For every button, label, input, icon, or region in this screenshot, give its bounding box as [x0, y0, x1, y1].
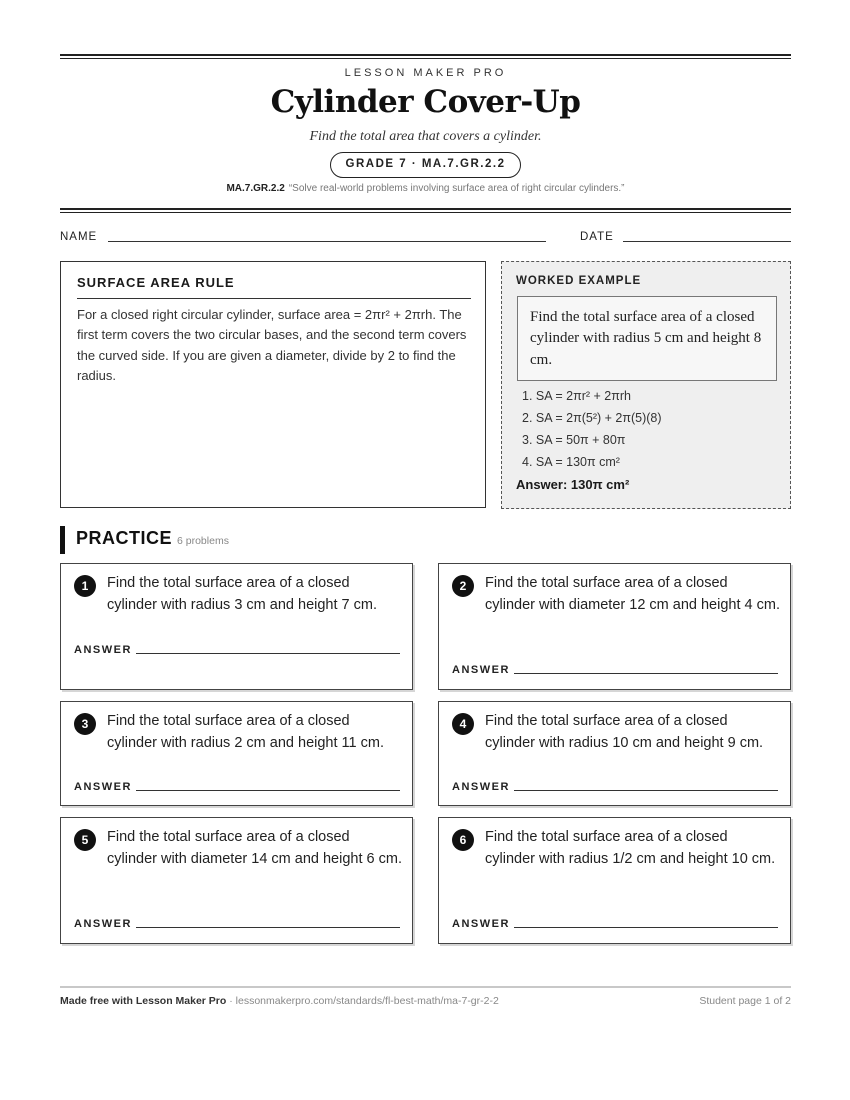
- problem-number: 5: [74, 829, 96, 851]
- problem-card-2: [438, 563, 791, 690]
- problem-text: Find the total surface area of a closed cylinder with radius 3 cm and height 7 cm.: [107, 575, 377, 613]
- problem-number: 6: [452, 829, 474, 851]
- footer-rule: [60, 986, 791, 988]
- answer-label: ANSWER: [452, 918, 510, 930]
- footer-credit: [60, 995, 499, 1007]
- problem-text: Find the total surface area of a closed cylinder with diameter 14 cm and height 6 cm.: [107, 829, 402, 867]
- example-heading: WORKED EXAMPLE: [516, 275, 642, 287]
- footer-page-number: Student page 1 of 2: [699, 995, 791, 1007]
- problem-number: 4: [452, 713, 474, 735]
- brand-name: LESSON MAKER PRO: [344, 67, 507, 79]
- answer-field[interactable]: [514, 927, 778, 928]
- problem-card-6: [438, 817, 791, 944]
- worksheet-page: [60, 0, 791, 1100]
- answer-label: ANSWER: [74, 644, 132, 656]
- example-steps: [522, 385, 662, 473]
- practice-count: 6 problems: [177, 535, 229, 547]
- standard-text: “Solve real-world problems involving surface area of right circular cylinders.”: [288, 183, 625, 194]
- worked-example-box: [501, 261, 791, 509]
- answer-field[interactable]: [136, 790, 400, 791]
- answer-field[interactable]: [136, 653, 400, 654]
- date-field[interactable]: [623, 241, 791, 242]
- answer-label: ANSWER: [74, 918, 132, 930]
- name-label: NAME: [60, 231, 98, 243]
- header-bottom-rule: [60, 208, 791, 213]
- problem-text: Find the total surface area of a closed cylinder with diameter 12 cm and height 4 cm.: [485, 575, 780, 613]
- rule-text: For a closed right circular cylinder, surface area = 2πr² + 2πrh. The first term covers the two circular bases, and the second term covers the curved side. If you are given a diameter, divide by 2 to find the radius.: [77, 307, 467, 383]
- example-step: 4. SA = 130π cm²: [522, 455, 620, 469]
- example-answer: Answer: 130π cm²: [516, 477, 630, 492]
- worksheet-title: Cylinder Cover-Up: [270, 84, 581, 120]
- problem-number: 1: [74, 575, 96, 597]
- date-label: DATE: [580, 231, 614, 243]
- standard-description: [60, 183, 791, 194]
- problem-card-3: [60, 701, 413, 806]
- example-prompt: Find the total surface area of a closed cylinder with radius 5 cm and height 8 cm.: [517, 296, 777, 381]
- answer-field[interactable]: [514, 790, 778, 791]
- problem-card-1: [60, 563, 413, 690]
- answer-label: ANSWER: [452, 664, 510, 676]
- problem-number: 2: [452, 575, 474, 597]
- surface-area-rule-box: [60, 261, 486, 508]
- example-step: 1. SA = 2πr² + 2πrh: [522, 389, 631, 403]
- answer-field[interactable]: [136, 927, 400, 928]
- answer-label: ANSWER: [74, 781, 132, 793]
- rule-heading: SURFACE AREA RULE: [77, 275, 235, 290]
- header-top-rule: [60, 54, 791, 59]
- practice-accent-bar: [60, 526, 65, 554]
- problem-card-4: [438, 701, 791, 806]
- problem-number: 3: [74, 713, 96, 735]
- example-step: 2. SA = 2π(5²) + 2π(5)(8): [522, 411, 662, 425]
- practice-title: PRACTICE: [76, 528, 173, 548]
- grade-badge: GRADE 7 · MA.7.GR.2.2: [330, 152, 521, 178]
- problem-card-5: [60, 817, 413, 944]
- problem-text: Find the total surface area of a closed cylinder with radius 1/2 cm and height 10 cm.: [485, 829, 776, 867]
- worksheet-subtitle: Find the total area that covers a cylinder.: [309, 129, 542, 144]
- answer-label: ANSWER: [452, 781, 510, 793]
- footer-url[interactable]: · lessonmakerpro.com/standards/fl-best-math/ma-7-gr-2-2: [226, 995, 499, 1007]
- rule-divider: [77, 298, 471, 299]
- name-field[interactable]: [108, 241, 546, 242]
- standard-code: MA.7.GR.2.2: [226, 183, 285, 194]
- footer-made-with: Made free with Lesson Maker Pro: [60, 995, 227, 1007]
- answer-field[interactable]: [514, 673, 778, 674]
- example-step: 3. SA = 50π + 80π: [522, 433, 626, 447]
- problem-text: Find the total surface area of a closed cylinder with radius 2 cm and height 11 cm.: [107, 713, 384, 751]
- problem-text: Find the total surface area of a closed cylinder with radius 10 cm and height 9 cm.: [485, 713, 764, 751]
